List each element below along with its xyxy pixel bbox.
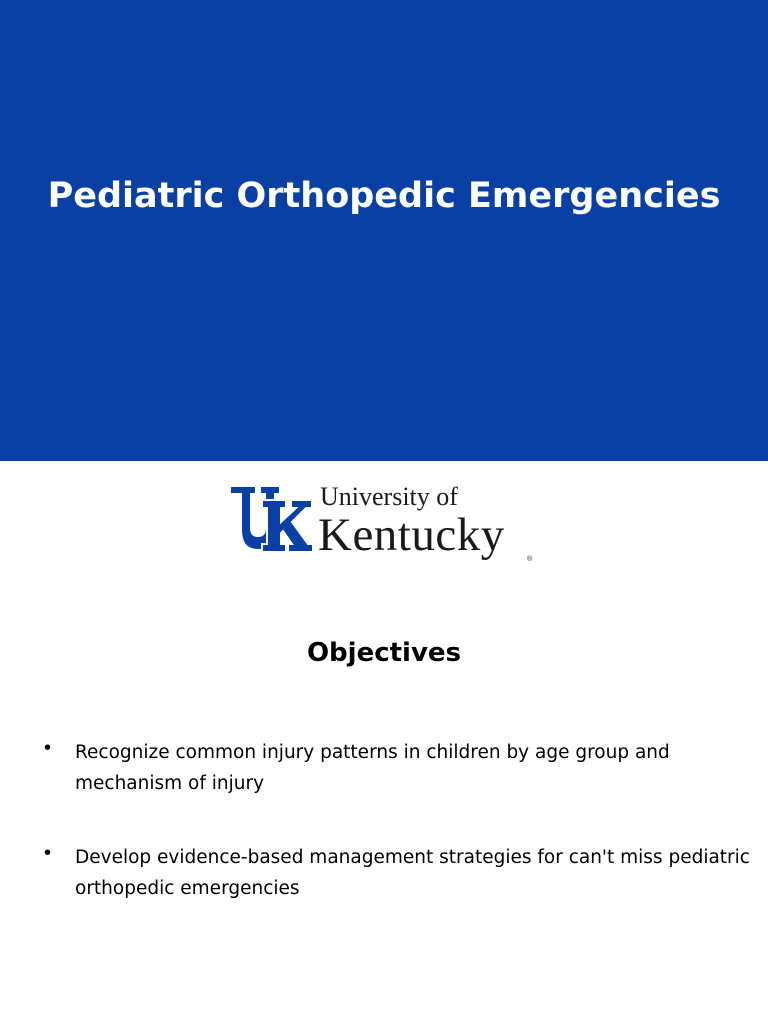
bullet-icon: • [44,737,52,759]
slide-title: Pediatric Orthopedic Emergencies [47,176,721,216]
objectives-heading: Objectives [306,638,462,668]
logo-text-university-of: University of [320,482,458,511]
logo-text-kentucky: Kentucky [318,509,505,561]
bullet-text: Recognize common injury patterns in children by age group and mechanism of injury [75,742,670,794]
registered-mark: ® [527,556,533,563]
bullet-icon: • [44,842,52,864]
bullet-text: Develop evidence-based management strategies for can't miss pediatric orthopedic emergencies [75,847,750,899]
